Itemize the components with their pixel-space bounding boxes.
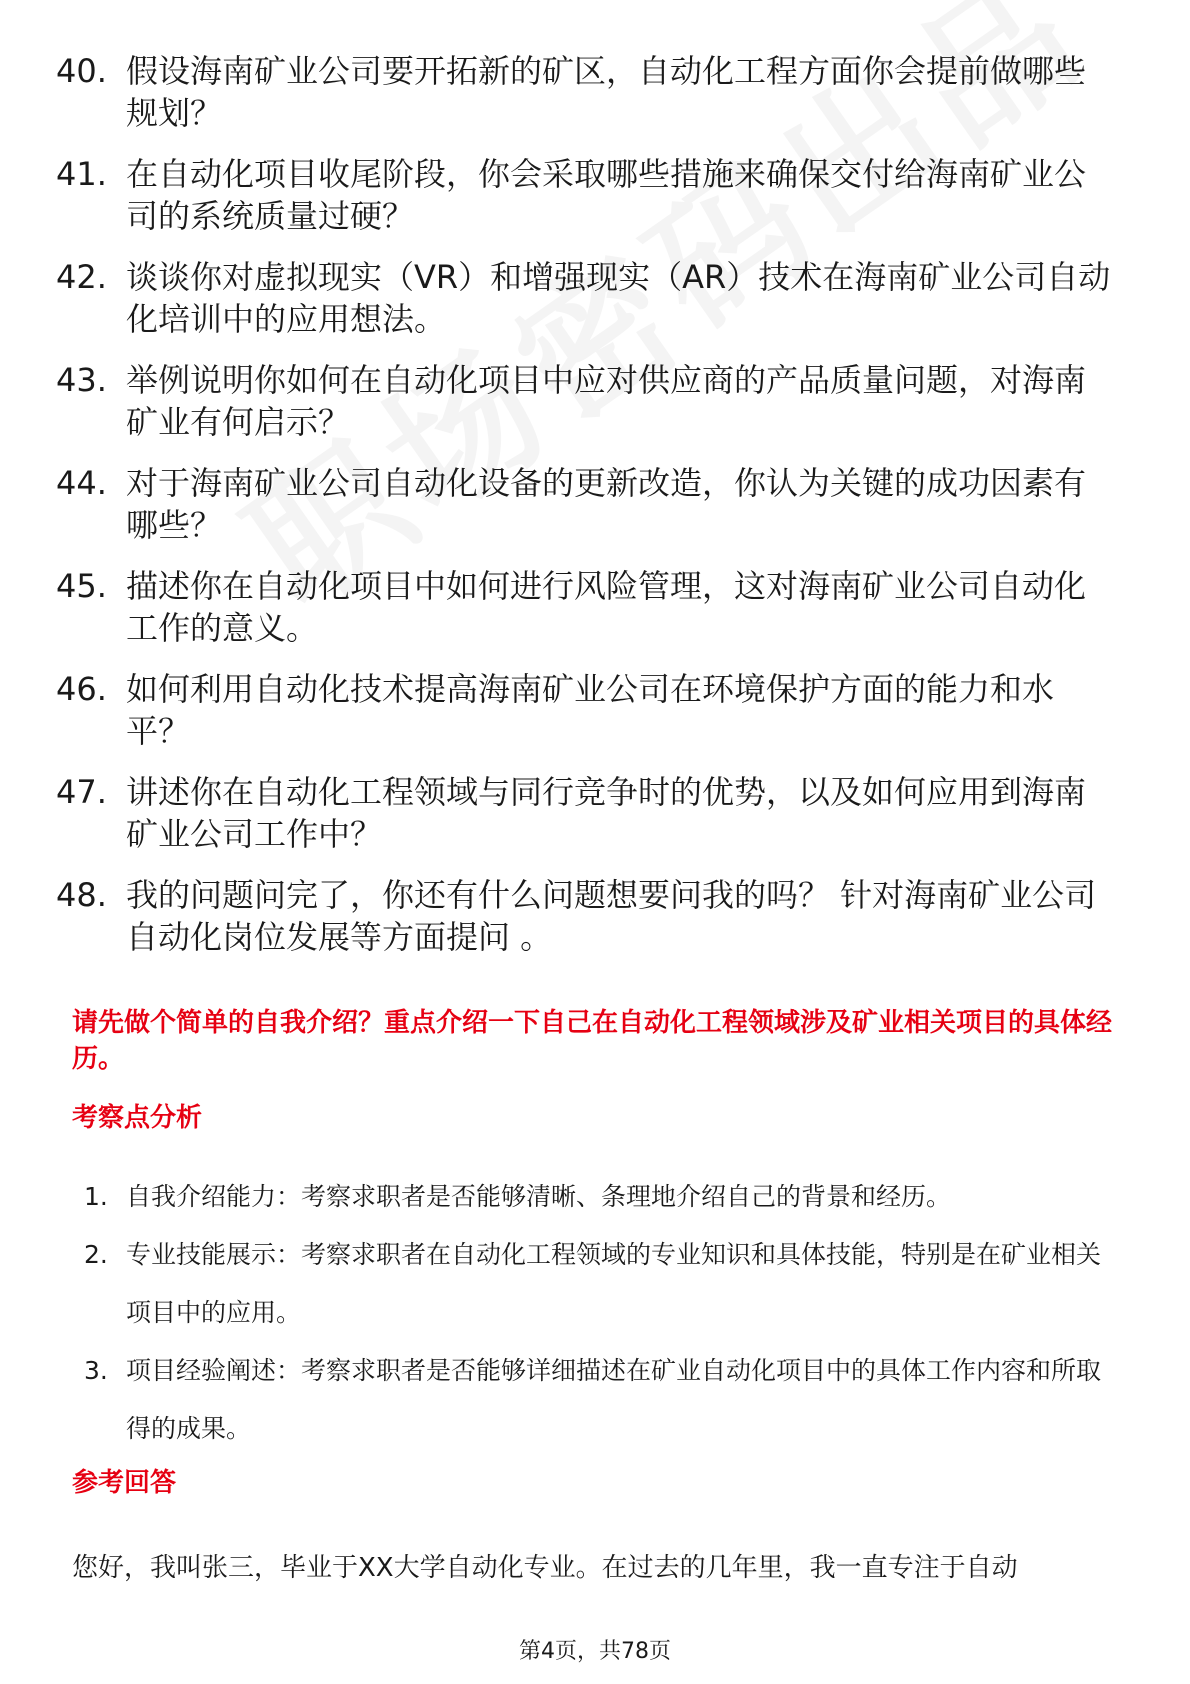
answer-heading: 参考回答 xyxy=(72,1468,177,1498)
analysis-text: 项目经验阐述：考察求职者是否能够详细描述在矿业自动化项目中的具体工作内容和所取得的成果。 xyxy=(126,1356,1102,1443)
analysis-list xyxy=(0,1168,1190,1458)
question-text: 描述你在自动化项目中如何进行风险管理，这对海南矿业公司自动化工作的意义。 xyxy=(126,567,1087,647)
analysis-item xyxy=(0,1342,1116,1458)
question-number: 40. xyxy=(56,52,107,90)
question-text: 谈谈你对虚拟现实（VR）和增强现实（AR）技术在海南矿业公司自动化培训中的应用想法。 xyxy=(126,258,1111,338)
question-number: 48. xyxy=(56,876,107,914)
answer-text: 您好，我叫张三，毕业于XX大学自动化专业。在过去的几年里，我一直专注于自动 xyxy=(72,1553,1018,1583)
question-text: 假设海南矿业公司要开拓新的矿区，自动化工程方面你会提前做哪些规划？ xyxy=(126,52,1087,132)
analysis-item xyxy=(0,1168,1116,1226)
question-number: 42. xyxy=(56,258,107,296)
question-item xyxy=(0,462,1116,546)
question-number: 47. xyxy=(56,773,107,811)
analysis-number: 3. xyxy=(84,1356,108,1385)
question-number: 45. xyxy=(56,567,107,605)
question-item xyxy=(0,874,1116,958)
question-number: 46. xyxy=(56,670,107,708)
featured-question: 请先做个简单的自我介绍？重点介绍一下自己在自动化工程领域涉及矿业相关项目的具体经历。 xyxy=(72,1008,1113,1074)
question-number: 44. xyxy=(56,464,107,502)
analysis-text: 自我介绍能力：考察求职者是否能够清晰、条理地介绍自己的背景和经历。 xyxy=(126,1182,952,1211)
question-number: 43. xyxy=(56,361,107,399)
question-text: 我的问题问完了，你还有什么问题想要问我的吗？ 针对海南矿业公司自动化岗位发展等方面提问 。 xyxy=(126,876,1097,956)
page-footer: 第4页，共78页 xyxy=(519,1639,671,1664)
question-text: 对于海南矿业公司自动化设备的更新改造，你认为关键的成功因素有哪些？ xyxy=(126,464,1087,544)
analysis-number: 2. xyxy=(84,1240,108,1269)
question-number: 41. xyxy=(56,155,107,193)
question-text: 在自动化项目收尾阶段，你会采取哪些措施来确保交付给海南矿业公司的系统质量过硬？ xyxy=(126,155,1087,235)
analysis-item xyxy=(0,1226,1116,1342)
analysis-number: 1. xyxy=(84,1182,108,1211)
question-item xyxy=(0,771,1116,855)
question-item xyxy=(0,256,1116,340)
question-item xyxy=(0,50,1116,134)
question-text: 如何利用自动化技术提高海南矿业公司在环境保护方面的能力和水平？ xyxy=(126,670,1055,750)
question-text: 举例说明你如何在自动化项目中应对供应商的产品质量问题，对海南矿业有何启示？ xyxy=(126,361,1087,441)
analysis-heading: 考察点分析 xyxy=(72,1103,203,1133)
question-item xyxy=(0,668,1116,752)
question-item xyxy=(0,153,1116,237)
question-item xyxy=(0,359,1116,443)
analysis-text: 专业技能展示：考察求职者在自动化工程领域的专业知识和具体技能，特别是在矿业相关项目中的应用。 xyxy=(126,1240,1102,1327)
question-text: 讲述你在自动化工程领域与同行竞争时的优势，以及如何应用到海南矿业公司工作中？ xyxy=(126,773,1087,853)
question-list xyxy=(0,50,1190,977)
question-item xyxy=(0,565,1116,649)
